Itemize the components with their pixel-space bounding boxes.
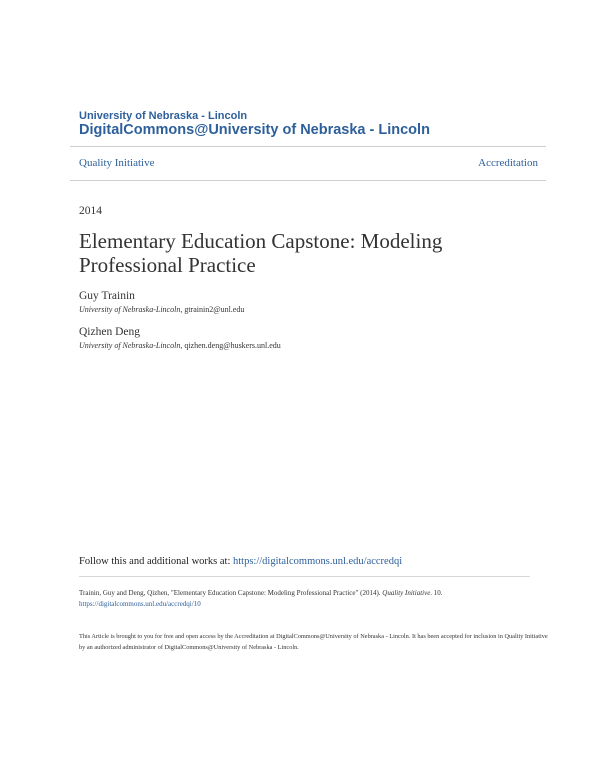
publication-year: 2014: [79, 205, 102, 217]
author-email[interactable]: , qizhen.deng@huskers.unl.edu: [180, 341, 281, 350]
follow-url-link[interactable]: https://digitalcommons.unl.edu/accredqi: [233, 556, 403, 567]
quality-initiative-link[interactable]: Quality Initiative: [79, 157, 155, 169]
citation-series: Quality Initiative: [382, 589, 431, 597]
author-email[interactable]: , gtrainin2@unl.edu: [180, 305, 245, 314]
header-divider-bottom: [70, 180, 546, 181]
author-name: Qizhen Deng: [79, 326, 140, 338]
article-title: Elementary Education Capstone: Modeling Professional Practice: [79, 229, 443, 277]
author-name: Guy Trainin: [79, 290, 135, 302]
repository-link[interactable]: DigitalCommons@University of Nebraska - Lincoln: [79, 122, 430, 138]
university-link[interactable]: University of Nebraska - Lincoln: [79, 110, 248, 122]
follow-label: Follow this and additional works at:: [79, 556, 233, 567]
follow-line: [79, 556, 402, 567]
affiliation-name: University of Nebraska-Lincoln: [79, 341, 181, 350]
accreditation-link[interactable]: Accreditation: [478, 157, 538, 169]
author-affiliation: [79, 305, 244, 314]
header-divider-top: [70, 146, 546, 147]
citation-divider: [79, 576, 530, 577]
citation-suffix: . 10.: [430, 589, 443, 597]
access-notice: This Article is brought to you for free and open access by the Accreditation at DigitalCommons@University of Nebraska - Lincoln. It has been accepted for inclusion in Quality Initiative by an authorized administrator of DigitalCommons@University of Nebraska - Lincoln.: [79, 633, 548, 651]
author-affiliation: [79, 341, 281, 350]
affiliation-name: University of Nebraska-Lincoln: [79, 305, 181, 314]
citation-url-link[interactable]: https://digitalcommons.unl.edu/accredqi/10: [79, 600, 201, 608]
citation-block: [79, 588, 539, 610]
citation-text: Trainin, Guy and Deng, Qizhen, "Elementary Education Capstone: Modeling Professional Practice" (2014).: [79, 589, 383, 597]
